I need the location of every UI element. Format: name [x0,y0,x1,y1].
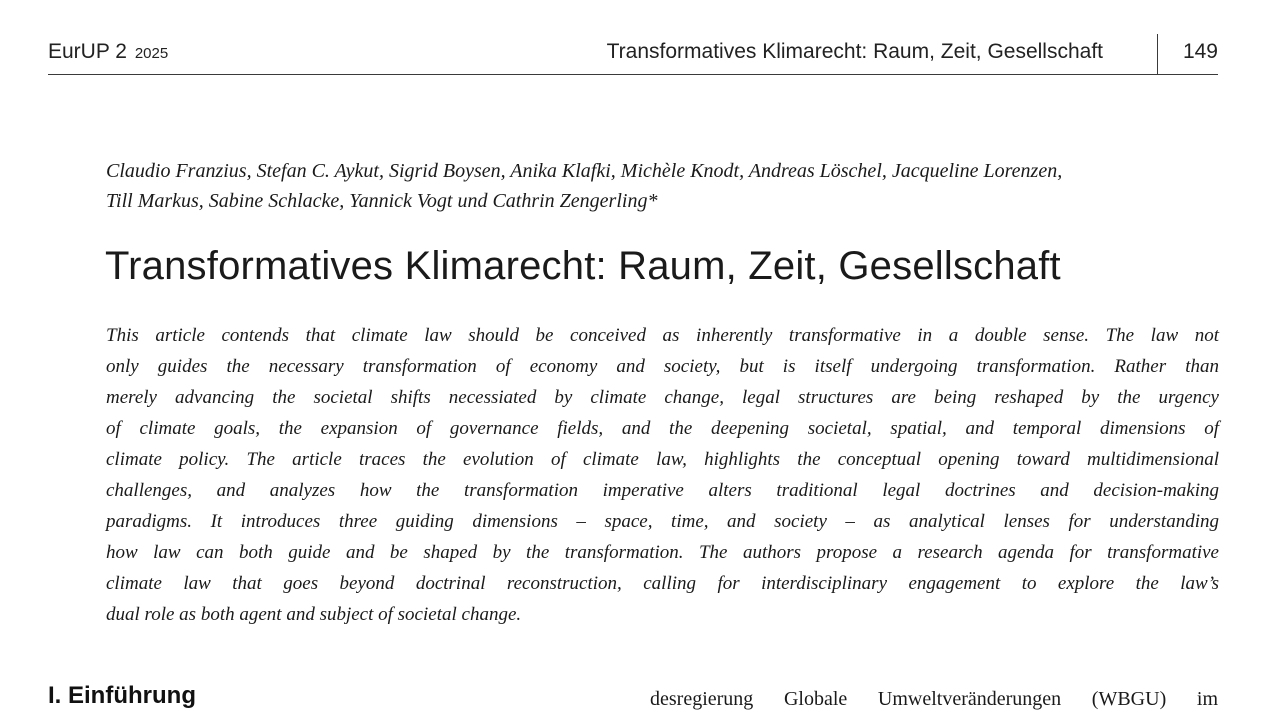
journal-issue [48,40,168,64]
author-line: Till Markus, Sabine Schlacke, Yannick Vogt und Cathrin Zengerling* [106,190,658,212]
header-divider [1157,34,1159,74]
abstract-line: climate law that goes beyond doctrinal reconstruction, calling for interdisciplinary engagement to explore the law’s [106,573,1219,594]
abstract-line: This article contends that climate law should be conceived as inherently transformative in a double sense. The law not [106,325,1219,346]
body-text-right-column: desregierung Globale Umweltveränderungen (WBGU) im [650,688,1218,710]
journal-name: EurUP 2 [48,40,127,63]
author-list [106,156,1220,216]
running-title: Transformatives Klimarecht: Raum, Zeit, Gesellschaft [606,40,1103,63]
abstract-line: challenges, and analyzes how the transformation imperative alters traditional legal doctrines and decision-making [106,480,1219,501]
author-line: Claudio Franzius, Stefan C. Aykut, Sigrid Boysen, Anika Klafki, Michèle Knodt, Andreas Löschel, Jacqueline Lorenzen, [106,160,1063,182]
article-title: Transformatives Klimarecht: Raum, Zeit, Gesellschaft [105,244,1061,288]
abstract-line: paradigms. It introduces three guiding dimensions – space, time, and society – as analytical lenses for understanding [106,511,1219,532]
running-header [48,38,1218,75]
page-number: 149 [1182,40,1218,63]
issue-year: 2025 [134,45,169,62]
abstract-line: of climate goals, the expansion of governance fields, and the deepening societal, spatial, and temporal dimensions of [106,418,1219,439]
abstract [106,320,1219,630]
abstract-line: only guides the necessary transformation of economy and society, but is itself undergoing transformation. Rather than [106,356,1219,377]
section-heading: I. Einführung [48,682,196,709]
abstract-line: how law can both guide and be shaped by the transformation. The authors propose a research agenda for transformative [106,542,1219,563]
abstract-line: climate policy. The article traces the evolution of climate law, highlights the conceptual opening toward multidimensional [106,449,1219,470]
abstract-line: dual role as both agent and subject of societal change. [106,604,522,625]
abstract-line: merely advancing the societal shifts necessiated by climate change, legal structures are being reshaped by the urgency [106,387,1219,408]
